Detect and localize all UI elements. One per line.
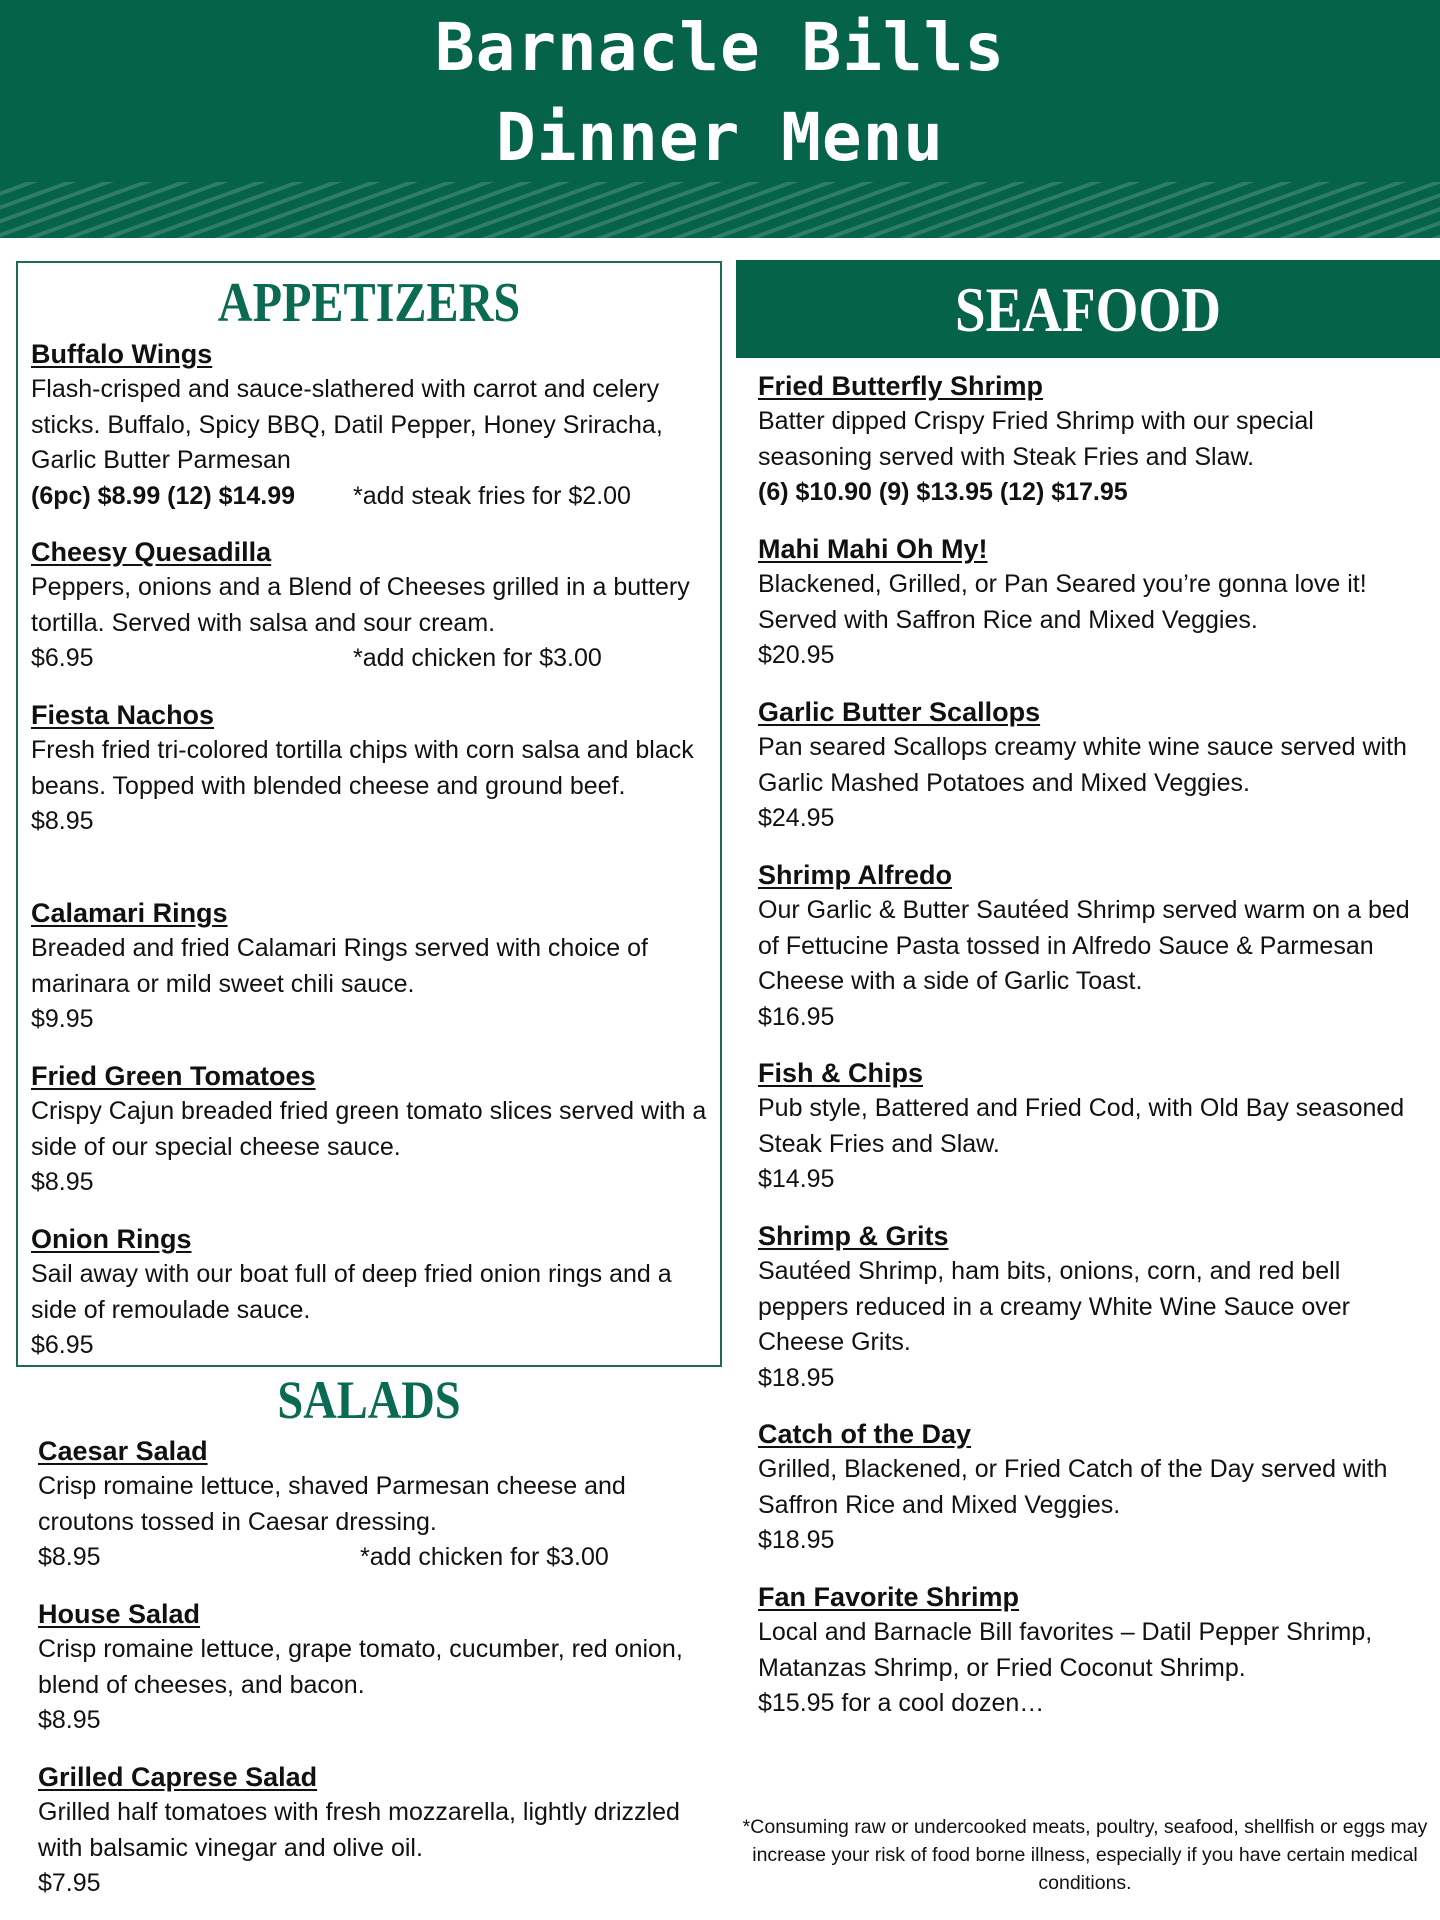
menu-item-fish-and-chips xyxy=(758,1055,1428,1198)
item-description: Grilled, Blackened, or Fried Catch of the Day served with Saffron Rice and Mixed Veggies. xyxy=(758,1455,1388,1519)
item-price: $9.95 xyxy=(31,1005,94,1033)
menu-item-cheesy-quesadilla xyxy=(31,534,721,677)
menu-item-caesar-salad xyxy=(38,1433,718,1576)
menu-item-catch-of-the-day xyxy=(758,1416,1428,1559)
price-text: (6pc) $8.99 (12) $14.99 xyxy=(31,481,296,510)
header-stripe-band xyxy=(0,182,1440,238)
item-price: $8.95 xyxy=(31,1168,94,1196)
item-description: Crisp romaine lettuce, shaved Parmesan cheese and croutons tossed in Caesar dressing. xyxy=(38,1472,626,1536)
item-name: Shrimp & Grits xyxy=(758,1221,949,1251)
menu-item-mahi-mahi xyxy=(758,531,1428,674)
item-name: Garlic Butter Scallops xyxy=(758,697,1041,727)
item-description: Pub style, Battered and Fried Cod, with Old Bay seasoned Steak Fries and Slaw. xyxy=(758,1094,1405,1158)
item-price: $6.95 xyxy=(31,1331,94,1359)
item-description: Sail away with our boat full of deep fried onion rings and a side of remoulade sauce. xyxy=(31,1260,672,1324)
menu-item-shrimp-alfredo xyxy=(758,857,1428,1035)
item-name: Cheesy Quesadilla xyxy=(31,537,272,567)
price-text: $8.95 xyxy=(38,1543,101,1571)
price-text: $6.95 xyxy=(31,644,94,672)
item-price: $14.95 xyxy=(758,1165,835,1193)
menu-item-shrimp-and-grits xyxy=(758,1218,1428,1396)
item-description: Crispy Cajun breaded fried green tomato slices served with a side of our special cheese sauce. xyxy=(31,1097,707,1161)
item-description: Fresh fried tri-colored tortilla chips with corn salsa and black beans. Topped with blended cheese and ground beef. xyxy=(31,736,694,800)
item-name: Caesar Salad xyxy=(38,1436,208,1466)
item-name: Calamari Rings xyxy=(31,898,228,928)
menu-item-onion-rings xyxy=(31,1221,721,1364)
item-price: (6) $10.90 (9) $13.95 (12) $17.95 xyxy=(758,478,1128,506)
item-description: Our Garlic & Butter Sautéed Shrimp served warm on a bed of Fettucine Pasta tossed in Alfredo Sauce & Parmesan Cheese with a side of Garlic Toast. xyxy=(758,896,1410,995)
item-addon: *add steak fries for $2.00 xyxy=(353,481,631,510)
item-name: Onion Rings xyxy=(31,1224,192,1254)
item-name: House Salad xyxy=(38,1599,201,1629)
item-price: $20.95 xyxy=(758,641,835,669)
item-price: $7.95 xyxy=(38,1869,101,1897)
item-addon: *add chicken for $3.00 xyxy=(353,644,602,672)
item-name: Fiesta Nachos xyxy=(31,700,215,730)
item-price: $8.95 xyxy=(38,1706,101,1734)
menu-item-fried-butterfly-shrimp xyxy=(758,368,1428,511)
menu-item-calamari-rings xyxy=(31,895,721,1038)
item-name: Fan Favorite Shrimp xyxy=(758,1582,1020,1612)
item-name: Fish & Chips xyxy=(758,1058,924,1088)
item-description: Flash-crisped and sauce-slathered with carrot and celery sticks. Buffalo, Spicy BBQ, Datil Pepper, Honey Sriracha, Garlic Butter Parmesan xyxy=(31,375,663,474)
item-name: Grilled Caprese Salad xyxy=(38,1762,318,1792)
item-description: Grilled half tomatoes with fresh mozzarella, lightly drizzled with balsamic vinegar and olive oil. xyxy=(38,1798,680,1862)
menu-title: Dinner Menu xyxy=(495,99,945,176)
item-name: Catch of the Day xyxy=(758,1419,972,1449)
item-price: $8.95 xyxy=(31,807,94,835)
item-name: Mahi Mahi Oh My! xyxy=(758,534,988,564)
item-name: Shrimp Alfredo xyxy=(758,860,953,890)
menu-item-buffalo-wings xyxy=(31,336,721,514)
item-price: $18.95 xyxy=(758,1526,835,1554)
menu-item-house-salad xyxy=(38,1596,718,1739)
menu-item-fan-favorite-shrimp xyxy=(758,1579,1428,1722)
item-description: Sautéed Shrimp, ham bits, onions, corn, and red bell peppers reduced in a creamy White Wine Sauce over Cheese Grits. xyxy=(758,1257,1350,1356)
menu-item-grilled-caprese-salad xyxy=(38,1759,718,1902)
item-description: Crisp romaine lettuce, grape tomato, cucumber, red onion, blend of cheeses, and bacon. xyxy=(38,1635,683,1699)
item-price: $24.95 xyxy=(758,804,835,832)
item-addon: *add chicken for $3.00 xyxy=(360,1543,609,1571)
menu-item-garlic-butter-scallops xyxy=(758,694,1428,837)
seafood-title: SEAFOOD xyxy=(954,274,1222,345)
appetizers-title: APPETIZERS xyxy=(217,272,521,334)
item-price: $18.95 xyxy=(758,1363,835,1392)
restaurant-name: Barnacle Bills xyxy=(434,9,1006,86)
menu-item-fried-green-tomatoes xyxy=(31,1058,721,1201)
item-description: Blackened, Grilled, or Pan Seared you’re gonna love it! Served with Saffron Rice and Mixed Veggies. xyxy=(758,570,1367,634)
item-description: Local and Barnacle Bill favorites – Datil Pepper Shrimp, Matanzas Shrimp, or Fried Coconut Shrimp. xyxy=(758,1618,1373,1682)
item-description: Batter dipped Crispy Fried Shrimp with our special seasoning served with Steak Fries and Slaw. xyxy=(758,407,1314,471)
item-price xyxy=(38,1540,718,1576)
item-description: Pan seared Scallops creamy white wine sauce served with Garlic Mashed Potatoes and Mixed Veggies. xyxy=(758,733,1407,797)
item-name: Buffalo Wings xyxy=(31,339,213,369)
item-description: Peppers, onions and a Blend of Cheeses grilled in a buttery tortilla. Served with salsa and sour cream. xyxy=(31,573,690,637)
food-safety-disclaimer: *Consuming raw or undercooked meats, poultry, seafood, shellfish or eggs may increase your risk of food borne illness, especially if you have certain medical conditions. xyxy=(742,1816,1428,1894)
menu-item-fiesta-nachos xyxy=(31,697,721,840)
item-price xyxy=(31,479,721,515)
item-price: $16.95 xyxy=(758,1002,835,1031)
item-price: $15.95 for a cool dozen… xyxy=(758,1689,1045,1717)
item-name: Fried Green Tomatoes xyxy=(31,1061,316,1091)
item-price xyxy=(31,641,721,677)
menu-header xyxy=(0,0,1440,238)
item-name: Fried Butterfly Shrimp xyxy=(758,371,1044,401)
item-description: Breaded and fried Calamari Rings served with choice of marinara or mild sweet chili sauce. xyxy=(31,934,648,998)
salads-title: SALADS xyxy=(277,1370,461,1430)
